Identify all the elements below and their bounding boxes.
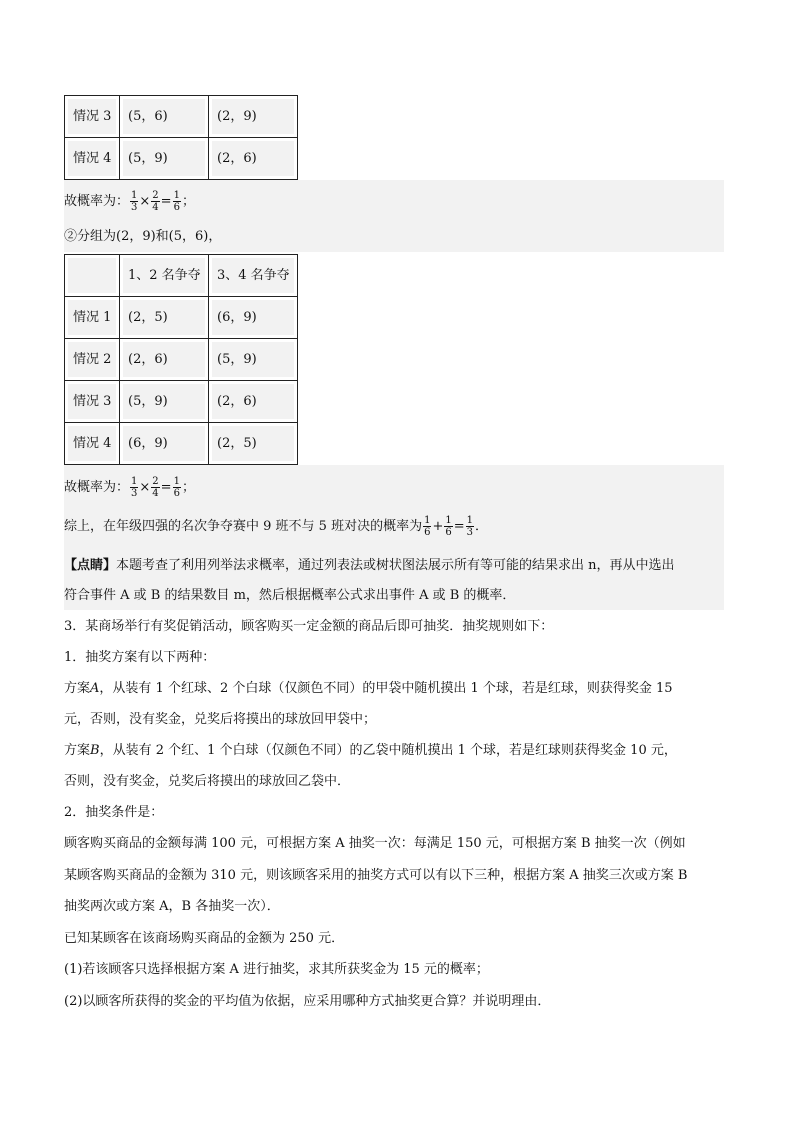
table-cell: (5，9) [123, 141, 205, 176]
question-1: (1)若该顾客只选择根据方案 A 进行抽奖，求其所获奖金为 15 元的概率； [64, 962, 489, 977]
table-cell: (6，9) [212, 300, 294, 335]
table-row [65, 339, 298, 381]
table-cell: (2，6) [123, 342, 205, 377]
plan-a-line-1: 方案A，从装有 1 个红球、2 个白球（仅颜色不同）的甲袋中随机摸出 1 个球，若是红球，则获得奖金 15 [64, 681, 673, 696]
fraction: $\frac{2}{4}$ [152, 190, 159, 213]
table-header-row [65, 255, 298, 297]
table-cell: (2，5) [212, 426, 294, 461]
fraction: $\frac{1}{6}$ [445, 515, 452, 538]
table-cell: (5，9) [123, 384, 205, 419]
problem-3-intro: 3．某商场举行有奖促销活动，顾客购买一定金额的商品后即可抽奖．抽奖规则如下： [64, 619, 554, 634]
table-cell: 情况 3 [68, 99, 116, 134]
table-cell: (2，5) [123, 300, 205, 335]
fraction: $\frac{1}{3}$ [131, 476, 138, 499]
probability-line-2: 故概率为： $\frac{1}{3}$ × $\frac{2}{4}$ = $\frac{1}{6}$ ； [64, 476, 195, 499]
probability-line-1: 故概率为： $\frac{1}{3}$ × $\frac{2}{4}$ = $\frac{1}{6}$ ； [64, 190, 195, 213]
table-case-pairs-top [64, 95, 298, 180]
fraction: $\frac{1}{6}$ [424, 515, 431, 538]
table-row [65, 423, 298, 465]
table-cell: 情况 3 [68, 384, 116, 419]
table-cell: (2，6) [212, 384, 294, 419]
table-cell: 情况 2 [68, 342, 116, 377]
question-2: (2)以顾客所获得的奖金的平均值为依据，应采用哪种方式抽奖更合算？并说明理由． [64, 994, 551, 1009]
fraction: $\frac{1}{3}$ [466, 515, 474, 538]
summary-line: 综上，在年级四强的名次争夺赛中 9 班不与 5 班对决的概率为 $\frac{1}{6}$ + $\frac{1}{6}$ = $\frac{1}{3}$ ． [64, 515, 489, 538]
table-cell: (2，9) [212, 99, 294, 134]
problem-3-heading-1: 1．抽奖方案有以下两种： [64, 650, 216, 665]
case-2-line: ②分组为(2，9)和(5，6)， [64, 229, 222, 244]
table-row [65, 96, 298, 138]
table-cell: (2，6) [212, 141, 294, 176]
table-header-cell: 3、4 名争夺 [212, 258, 294, 293]
fraction: $\frac{1}{3}$ [131, 190, 138, 213]
table-cell: 情况 4 [68, 141, 116, 176]
fraction: $\frac{1}{6}$ [173, 476, 180, 499]
table-cell: (5，6) [123, 99, 205, 134]
condition-line-2: 某顾客购买商品的金额为 310 元，则该顾客采用的抽奖方式可以有以下三种，根据方案 A 抽奖三次或方案 B [64, 868, 688, 883]
table-row [65, 381, 298, 423]
table-cell: (5，9) [212, 342, 294, 377]
prob-prefix: 故概率为： [64, 194, 130, 209]
fraction: $\frac{2}{4}$ [152, 476, 159, 499]
dianjing-tag: 【点睛】 [64, 558, 117, 573]
condition-line-1: 顾客购买商品的金额每满 100 元，可根据方案 A 抽奖一次：每满足 150 元，可根据方案 B 抽奖一次（例如 [64, 836, 686, 851]
table-case-pairs [64, 254, 298, 465]
table-row [65, 297, 298, 339]
plan-b-line-1: 方案B，从装有 2 个红、1 个白球（仅颜色不同）的乙袋中随机摸出 1 个球，若是红球则获得奖金 10 元， [64, 743, 677, 758]
known-line: 已知某顾客在该商场购买商品的金额为 250 元． [64, 931, 345, 946]
table-row [65, 138, 298, 180]
table-cell: 情况 1 [68, 300, 116, 335]
condition-line-3: 抽奖两次或方案 A，B 各抽奖一次）． [64, 899, 280, 914]
table-header-cell: 1、2 名争夺 [123, 258, 205, 293]
table-cell: 情况 4 [68, 426, 116, 461]
table-header-cell [68, 258, 116, 293]
table-cell: (6，9) [123, 426, 205, 461]
dianjing-line-1: 【点睛】本题考查了利用列举法求概率，通过列表法或树状图法展示所有等可能的结果求出 n，再从中选出 [64, 558, 675, 573]
plan-b-line-2: 否则，没有奖金，兑奖后将摸出的球放回乙袋中． [64, 774, 351, 789]
problem-3-heading-2: 2．抽奖条件是： [64, 805, 164, 820]
plan-a-line-2: 元，否则，没有奖金，兑奖后将摸出的球放回甲袋中； [64, 712, 377, 727]
dianjing-line-2: 符合事件 A 或 B 的结果数目 m，然后根据概率公式求出事件 A 或 B 的概率． [64, 588, 516, 603]
fraction: $\frac{1}{6}$ [173, 190, 180, 213]
